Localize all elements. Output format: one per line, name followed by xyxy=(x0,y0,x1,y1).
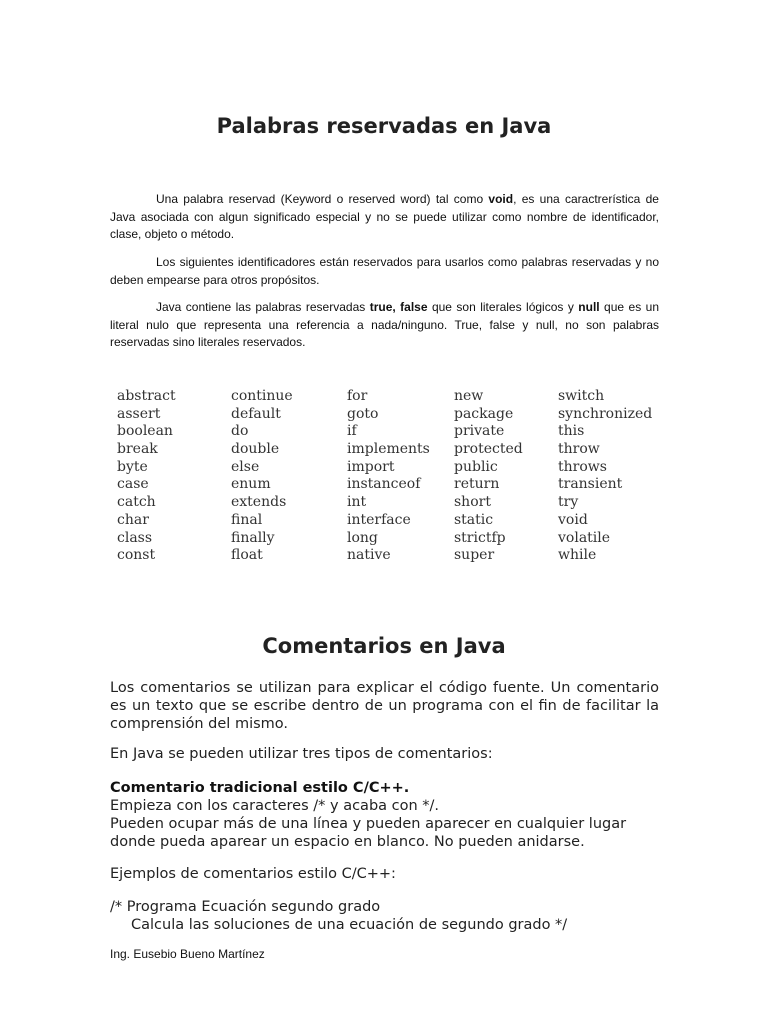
keyword-item: const xyxy=(117,547,156,564)
traditional-comment-heading: Comentario tradicional estilo C/C++. xyxy=(110,780,410,796)
keyword-item: transient xyxy=(558,476,623,493)
p3-text-b: que son literales lógicos y xyxy=(427,300,579,314)
keyword-item: import xyxy=(347,458,395,475)
keyword-item: extends xyxy=(231,494,287,511)
keyword-item: assert xyxy=(117,405,161,422)
keyword-column-5 xyxy=(558,388,652,565)
keyword-item: this xyxy=(558,423,585,440)
keyword-item: static xyxy=(454,511,494,528)
traditional-comment-line-1: Empieza con los caracteres /* y acaba con */. xyxy=(110,798,440,814)
keyword-item: int xyxy=(347,494,367,511)
keyword-item: case xyxy=(117,476,149,493)
keyword-item: synchronized xyxy=(558,405,653,422)
keyword-item: while xyxy=(558,547,597,564)
keyword-item: throw xyxy=(558,441,600,458)
keyword-item: goto xyxy=(347,405,379,422)
keyword-item: break xyxy=(117,441,158,458)
keyword-item: interface xyxy=(347,511,411,528)
paragraph-reserved-literals xyxy=(110,299,659,352)
p3-bold-true-false: true, false xyxy=(369,300,428,314)
keyword-item: protected xyxy=(454,441,523,458)
paragraph-examples-heading: Ejemplos de comentarios estilo C/C++: xyxy=(110,866,396,882)
keyword-item: volatile xyxy=(558,529,611,546)
p1-text-a: Una palabra reservad (Keyword o reserved word) tal como xyxy=(156,192,489,206)
keyword-item: package xyxy=(454,405,514,422)
traditional-comment-line-2: Pueden ocupar más de una línea y pueden aparecer en cualquier lugar donde pueda aparear un espacio en blanco. No pueden anidarse. xyxy=(110,816,627,850)
keyword-item: char xyxy=(117,511,149,528)
footer-author: Ing. Eusebio Bueno Martínez xyxy=(110,947,265,961)
keyword-item: long xyxy=(347,529,378,546)
keyword-item: short xyxy=(454,494,491,511)
keyword-item: void xyxy=(558,511,588,528)
p3-bold-null: null xyxy=(578,300,600,314)
keyword-item: try xyxy=(558,494,579,511)
paragraph-keyword-definition xyxy=(110,191,659,244)
keyword-item: boolean xyxy=(117,423,173,440)
keyword-item: else xyxy=(231,458,260,475)
paragraph-reserved-identifiers xyxy=(110,254,659,289)
keyword-item: continue xyxy=(231,388,293,404)
keyword-item: abstract xyxy=(117,388,176,404)
keyword-item: instanceof xyxy=(347,476,421,493)
p1-text-b: , es una caractrerística de Java asociada con algun significado especial y no se puede utilizar como nombre de identificador, clase, objeto o método. xyxy=(110,192,659,241)
keyword-item: return xyxy=(454,476,500,493)
code-line-2: Calcula las soluciones de una ecuación de segundo grado */ xyxy=(131,917,568,933)
keyword-item: private xyxy=(454,423,505,440)
code-example-comment xyxy=(110,898,659,934)
section-title-comments: Comentarios en Java xyxy=(262,634,506,658)
paragraph-traditional-comment xyxy=(110,779,659,851)
keyword-item: super xyxy=(454,547,495,564)
paragraph-comment-types: En Java se pueden utilizar tres tipos de comentarios: xyxy=(110,746,493,762)
section-title-keywords: Palabras reservadas en Java xyxy=(216,114,552,138)
keyword-item: switch xyxy=(558,388,605,404)
keyword-item: if xyxy=(347,423,357,440)
keyword-item: do xyxy=(231,423,249,440)
keyword-item: class xyxy=(117,529,153,546)
keyword-column-1 xyxy=(117,388,176,565)
keyword-item: implements xyxy=(347,441,430,458)
keyword-item: byte xyxy=(117,458,148,475)
keyword-item: final xyxy=(231,511,263,528)
code-line-1: /* Programa Ecuación segundo grado xyxy=(110,899,381,915)
keyword-item: catch xyxy=(117,494,156,511)
paragraph-comments-intro: Los comentarios se utilizan para explicar el código fuente. Un comentario es un texto que se escribe dentro de un programa con el fin de facilitar la comprensión del mismo. xyxy=(110,680,659,732)
keyword-item: native xyxy=(347,547,391,564)
keyword-item: new xyxy=(454,388,484,404)
keyword-column-3 xyxy=(347,388,430,565)
keyword-item: double xyxy=(231,441,280,458)
keyword-item: strictfp xyxy=(454,529,506,546)
keyword-item: float xyxy=(231,547,263,564)
keyword-item: enum xyxy=(231,476,271,493)
keyword-item: for xyxy=(347,388,368,404)
keyword-item: finally xyxy=(231,529,275,546)
p2-text: Los siguientes identificadores están reservados para usarlos como palabras reservadas y no deben empearse para otros propósitos. xyxy=(110,255,659,287)
p3-text-c: que es un literal nulo que representa una referencia a nada/ninguno. True, false y null, no son palabras reservadas sino literales reservados. xyxy=(110,300,659,349)
keyword-column-4 xyxy=(454,388,523,565)
keyword-item: default xyxy=(231,405,281,422)
p1-bold-void: void xyxy=(488,192,514,206)
p3-text-a: Java contiene las palabras reservadas xyxy=(156,300,370,314)
keyword-item: public xyxy=(454,458,498,475)
keyword-item: throws xyxy=(558,458,607,475)
keyword-column-2 xyxy=(231,388,293,565)
